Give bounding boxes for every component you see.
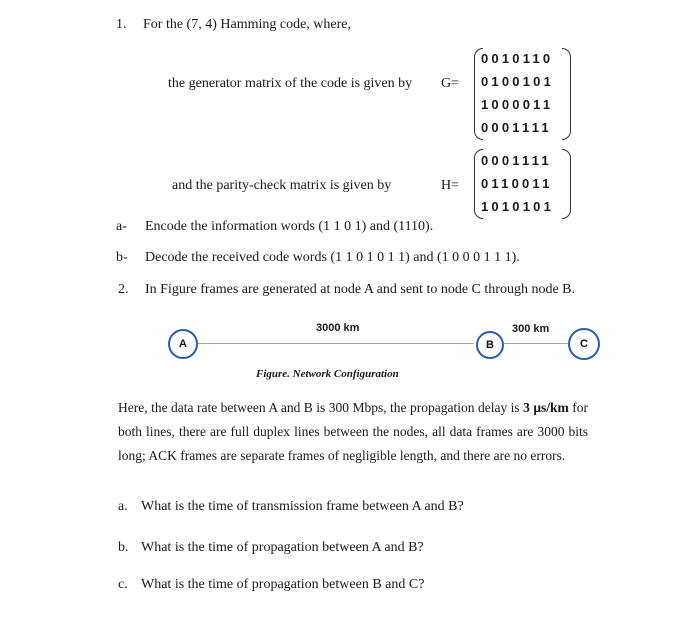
generator-matrix <box>481 47 554 139</box>
g-symbol: G= <box>441 76 460 91</box>
sub-a-text: What is the time of transmission frame between A and B? <box>141 499 464 514</box>
link-a-b <box>196 343 474 344</box>
sub-c-text: What is the time of propagation between B and C? <box>141 577 425 592</box>
generator-matrix-label: the generator matrix of the code is given by <box>168 76 413 91</box>
node-b: B <box>476 331 504 359</box>
matrix-row: 0100101 <box>481 74 555 89</box>
node-a: A <box>168 329 198 359</box>
distance-b-c: 300 km <box>512 323 550 335</box>
matrix-row: 0010110 <box>481 51 554 66</box>
sub-c-marker: c. <box>118 577 128 592</box>
part-a-text: Encode the information words (1 1 0 1) and (1110). <box>145 219 434 234</box>
part-a-marker: a- <box>116 219 127 234</box>
g-right-bracket <box>562 48 571 140</box>
matrix-row: 1010101 <box>481 199 555 214</box>
parity-check-label: and the parity-check matrix is given by <box>172 178 392 193</box>
delay-value: 3 μs/km <box>523 400 569 415</box>
node-c: C <box>568 328 600 360</box>
question-1-number: 1. <box>116 17 127 32</box>
description-lead: Here, the data rate between A and B is 300 Mbps, the propagation delay is <box>118 400 520 415</box>
part-b-marker: b- <box>116 250 128 265</box>
matrix-row: 0110011 <box>481 176 553 191</box>
sub-b-marker: b. <box>118 540 129 555</box>
question-2-number: 2. <box>118 282 129 297</box>
sub-b-text: What is the time of propagation between A and B? <box>141 540 424 555</box>
question-1-title: For the (7, 4) Hamming code, where, <box>143 17 351 32</box>
h-symbol: H= <box>441 178 460 193</box>
matrix-row: 0001111 <box>481 153 552 168</box>
description-rest: for both lines, there are full duplex lines between the nodes, all data frames are 3000 bits long; ACK frames are separate frames of negligible length, and there are no errors. <box>118 400 588 463</box>
part-b-text: Decode the received code words (1 1 0 1 0 1 1) and (1 0 0 0 1 1 1). <box>145 250 520 265</box>
sub-a-marker: a. <box>118 499 128 514</box>
matrix-row: 0001111 <box>481 120 552 135</box>
matrix-row: 1000011 <box>481 97 554 112</box>
question-2-intro: In Figure frames are generated at node A and sent to node C through node B. <box>145 282 575 297</box>
parity-check-matrix <box>481 149 554 218</box>
distance-a-b: 3000 km <box>316 322 360 334</box>
link-b-c <box>504 343 568 344</box>
problem-description <box>118 396 588 468</box>
figure-caption: Figure. Network Configuration <box>256 368 399 380</box>
h-right-bracket <box>562 149 571 219</box>
